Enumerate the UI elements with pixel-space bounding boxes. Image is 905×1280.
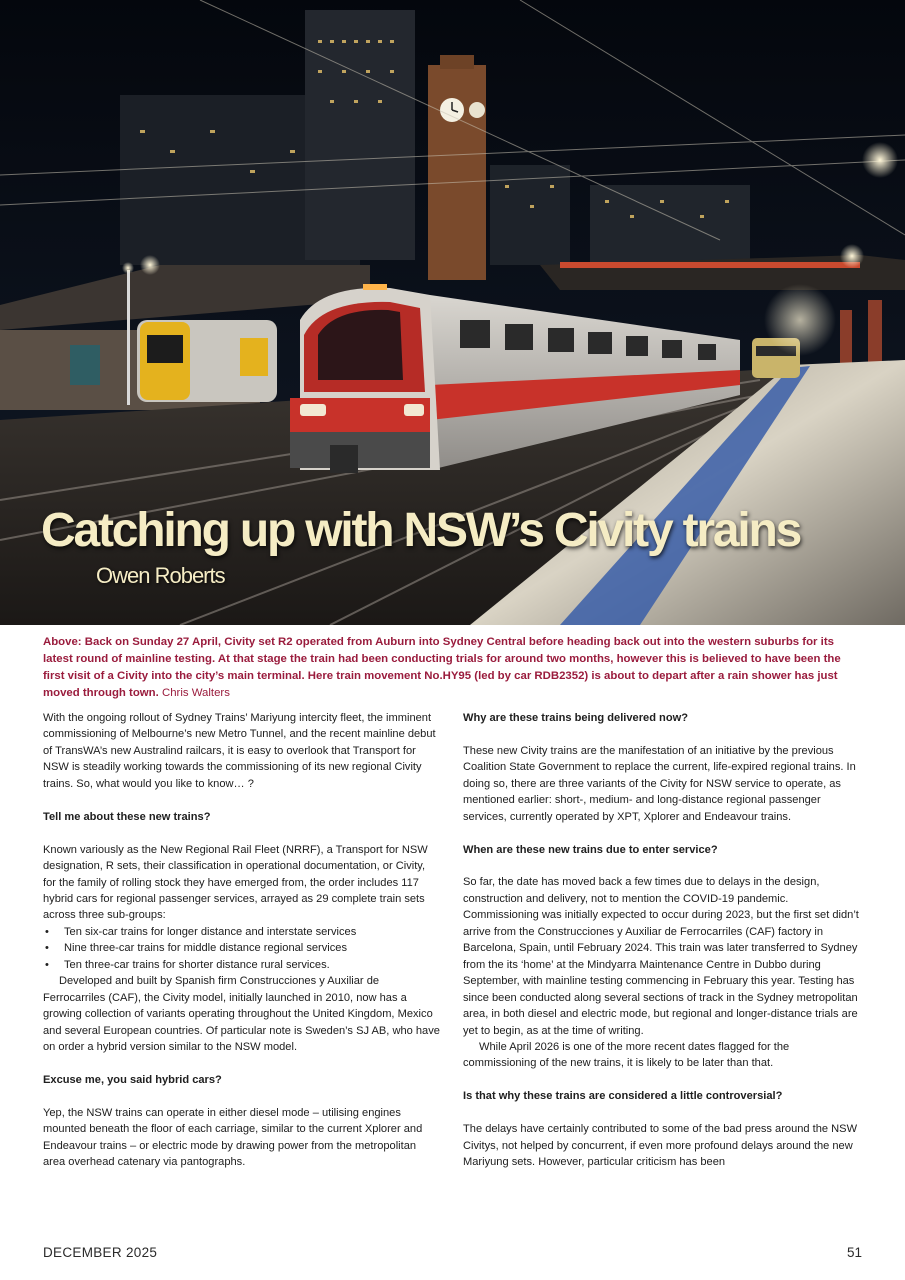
section-heading: When are these new trains due to enter service? bbox=[463, 843, 718, 856]
list-item: • Ten three-car trains for shorter distance rural services. bbox=[43, 957, 441, 973]
photo-credit: Chris Walters bbox=[161, 687, 230, 699]
caption-label: Above: bbox=[43, 636, 82, 648]
section-heading: Excuse me, you said hybrid cars? bbox=[43, 1073, 222, 1086]
article-author: Owen Roberts bbox=[96, 563, 225, 588]
list-item: • Ten six-car trains for longer distance and interstate services bbox=[43, 924, 441, 940]
yellow-train bbox=[137, 320, 277, 402]
body-paragraph: The delays have certainly contributed to some of the bad press around the NSW Civitys, not helped by concurrent, if even more profound delays around the new Mariyung sets. However, particular criticism has been bbox=[463, 1123, 858, 1169]
body-paragraph: Yep, the NSW trains can operate in either diesel mode – utilising engines mounted beneath the floor of each carriage, similar to the current Xplorer and Endeavour trains – or electric mode by drawing power from the metropolitan area overhead catenary via pantographs. bbox=[43, 1106, 423, 1169]
intro-paragraph: With the ongoing rollout of Sydney Trains’ Mariyung intercity fleet, the imminent commissioning of Melbourne’s new Metro Tunnel, and the recent mainline debut of TransWA’s new Australind railcars, it is easy to overlook that Transport for NSW is steadily working towards the commissioning of its new regional Civity trains. So, what would you like to know… ? bbox=[43, 712, 436, 790]
body-paragraph: These new Civity trains are the manifestation of an initiative by the previous Coalition State Government to replace the current, life-expired regional trains. In doing so, there are three variants of the Civity for NSW service to operate, as mentioned earlier: short-, medium- and long-distance regional passenger services, currently operated by XPT, Xplorer and Endeavour trains. bbox=[463, 744, 856, 823]
body-paragraph: So far, the date has moved back a few times due to delays in the design, construction and delivery, not to mention the COVID-19 pandemic. Commissioning was initially expected to occur during 2023, but the first set didn’t arrive from the Construcciones y Auxiliar de Ferrocarriles (CAF) factory in Barcelona, Spain, until February 2024. This train was later transferred to Sydney from the its ‘home’ at the Mindyarra Maintenance Centre in Dubbo during September, with mainline testing commencing in February this year. Testing has since been conducted along several sections of track in the Sydney metropolitan area, in both diesel and electric mode, but regional and longer-distance trials are yet to begin, as at the time of writing. bbox=[463, 876, 859, 1037]
section-heading: Why are these trains being delivered now? bbox=[463, 712, 689, 724]
body-paragraph: Known variously as the New Regional Rail Fleet (NRRF), a Transport for NSW designation, R sets, their classification in operational documentation, or Civity, for the family of rolling stock they have emerged from, the order includes 117 hybrid cars for regional passenger services, arrayed as 29 complete train sets across three sub-groups: bbox=[43, 843, 428, 922]
article-column-left bbox=[43, 710, 441, 1171]
page-number: 51 bbox=[846, 1245, 862, 1260]
bullet-list bbox=[43, 924, 441, 973]
body-paragraph: While April 2026 is one of the more recent dates flagged for the commissioning of the new trains, it is likely to be later than that. bbox=[463, 1041, 790, 1070]
list-item: • Nine three-car trains for middle distance regional services bbox=[43, 940, 441, 956]
hero-photo bbox=[0, 0, 905, 625]
section-heading: Is that why these trains are considered a little controversial? bbox=[463, 1090, 783, 1103]
body-paragraph: Developed and built by Spanish firm Construcciones y Auxiliar de Ferrocarriles (CAF), the Civity model, initially launched in 2010, now has a growing collection of variants operating throughout the United Kingdom, Mexico and several European countries. Of particular note is Sweden’s SJ AB, who have on order a hybrid version similar to the NSW model. bbox=[43, 975, 440, 1054]
section-heading: Tell me about these new trains? bbox=[43, 810, 211, 823]
issue-date: DECEMBER 2025 bbox=[43, 1245, 158, 1260]
article-column-right bbox=[463, 710, 863, 1171]
photo-caption bbox=[43, 634, 865, 702]
article-title: Catching up with NSW’s Civity trains bbox=[41, 504, 801, 557]
caption-text: Back on Sunday 27 April, Civity set R2 operated from Auburn into Sydney Central before heading back out into the western suburbs for its latest round of mainline testing. At that stage the train had been conducting trials for around two months, however this is believed to have been the first visit of a Civity into the city’s main terminal. Here train movement No.HY95 (led by car RDB2352) is about to depart after a rain shower has just moved through town. bbox=[43, 636, 841, 699]
